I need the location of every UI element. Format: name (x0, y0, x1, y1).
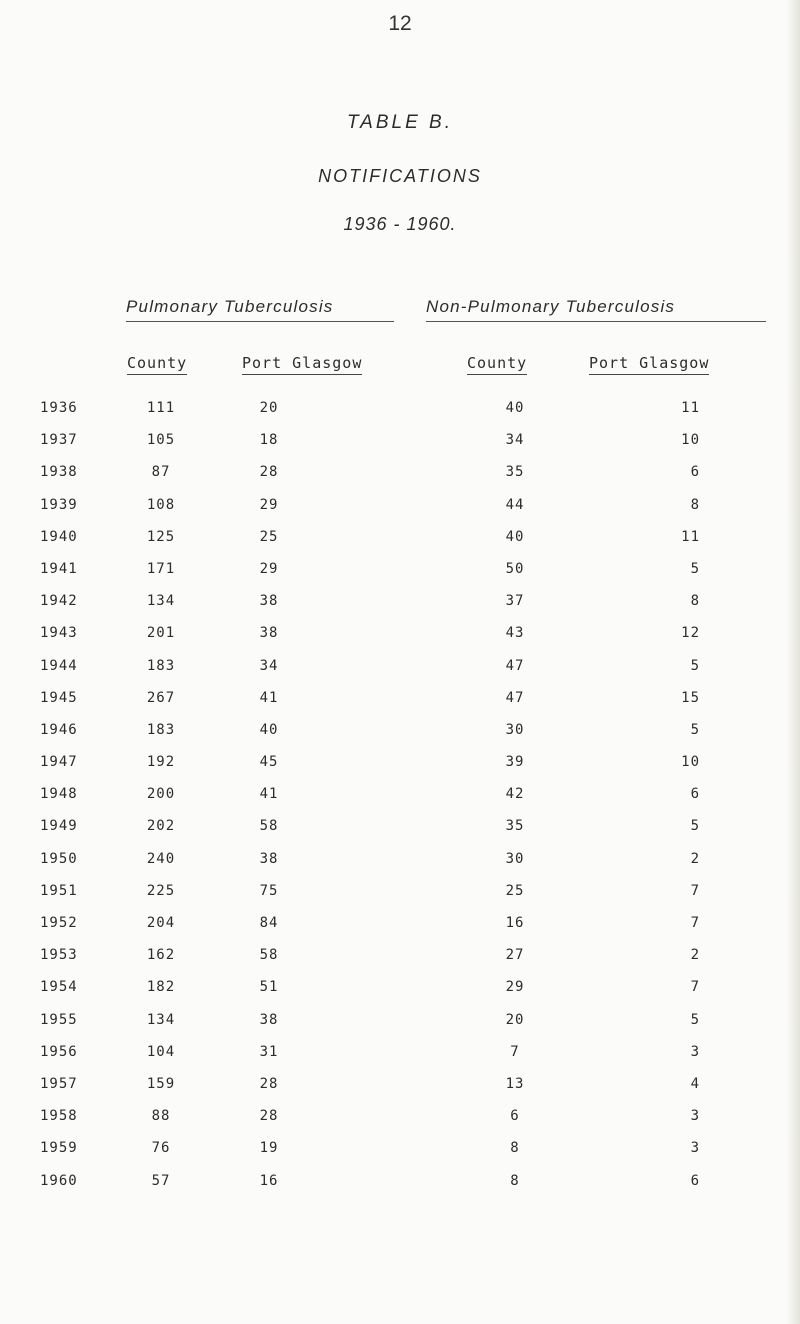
table-row (0, 400, 800, 432)
non-pulmonary-county-cell: 8 (510, 1140, 520, 1157)
table-row (0, 561, 800, 593)
pulmonary-port-glasgow-cell: 38 (259, 850, 279, 867)
non-pulmonary-county-heading: County (467, 354, 527, 375)
non-pulmonary-port-glasgow-cell: 3 (690, 1140, 700, 1157)
pulmonary-port-glasgow-cell: 75 (259, 882, 279, 899)
pulmonary-county-cell: 200 (146, 786, 176, 803)
non-pulmonary-port-glasgow-cell: 7 (690, 882, 700, 899)
non-pulmonary-port-glasgow-cell: 2 (690, 850, 700, 867)
pulmonary-port-glasgow-cell: 51 (259, 979, 279, 996)
pulmonary-group-heading: Pulmonary Tuberculosis (126, 297, 394, 322)
non-pulmonary-county-cell: 13 (505, 1075, 525, 1092)
year-cell: 1951 (40, 882, 78, 899)
pulmonary-port-glasgow-cell: 28 (259, 1075, 279, 1092)
pulmonary-port-glasgow-heading: Port Glasgow (242, 354, 362, 375)
pulmonary-county-cell: 134 (146, 593, 176, 610)
pulmonary-county-cell: 76 (151, 1140, 171, 1157)
table-row (0, 625, 800, 657)
pulmonary-county-cell: 88 (151, 1108, 171, 1125)
table-row (0, 915, 800, 947)
table-row (0, 529, 800, 561)
non-pulmonary-port-glasgow-cell: 5 (690, 560, 700, 577)
table-row (0, 1012, 800, 1044)
pulmonary-port-glasgow-cell: 28 (259, 1108, 279, 1125)
pulmonary-port-glasgow-cell: 16 (259, 1172, 279, 1189)
pulmonary-county-cell: 171 (146, 560, 176, 577)
non-pulmonary-port-glasgow-cell: 12 (681, 625, 700, 642)
non-pulmonary-port-glasgow-cell: 15 (681, 689, 700, 706)
table-row (0, 851, 800, 883)
non-pulmonary-county-cell: 34 (505, 432, 525, 449)
year-cell: 1945 (40, 689, 78, 706)
pulmonary-port-glasgow-cell: 58 (259, 818, 279, 835)
non-pulmonary-port-glasgow-cell: 6 (690, 464, 700, 481)
year-cell: 1948 (40, 786, 78, 803)
pulmonary-port-glasgow-cell: 31 (259, 1043, 279, 1060)
year-cell: 1954 (40, 979, 78, 996)
non-pulmonary-county-cell: 35 (505, 818, 525, 835)
table-row (0, 979, 800, 1011)
year-cell: 1955 (40, 1011, 78, 1028)
non-pulmonary-county-cell: 35 (505, 464, 525, 481)
pulmonary-county-cell: 87 (151, 464, 171, 481)
pulmonary-port-glasgow-cell: 25 (259, 528, 279, 545)
pulmonary-county-cell: 240 (146, 850, 176, 867)
non-pulmonary-port-glasgow-cell: 10 (681, 754, 700, 771)
non-pulmonary-group-heading: Non-Pulmonary Tuberculosis (426, 297, 766, 322)
non-pulmonary-county-cell: 47 (505, 657, 525, 674)
year-cell: 1949 (40, 818, 78, 835)
year-cell: 1956 (40, 1043, 78, 1060)
non-pulmonary-port-glasgow-cell: 5 (690, 818, 700, 835)
pulmonary-port-glasgow-cell: 84 (259, 915, 279, 931)
pulmonary-county-cell: 183 (146, 721, 176, 738)
pulmonary-port-glasgow-cell: 34 (259, 657, 279, 674)
table-row (0, 593, 800, 625)
year-cell: 1936 (40, 400, 78, 416)
table-title: TABLE B. (346, 112, 453, 133)
table-row (0, 497, 800, 529)
table-row (0, 947, 800, 979)
table-row (0, 786, 800, 818)
pulmonary-county-cell: 108 (146, 496, 176, 513)
year-cell: 1938 (40, 464, 78, 481)
non-pulmonary-county-cell: 30 (505, 850, 525, 867)
pulmonary-port-glasgow-cell: 20 (259, 400, 279, 416)
non-pulmonary-port-glasgow-heading: Port Glasgow (589, 354, 709, 375)
non-pulmonary-port-glasgow-cell: 4 (690, 1075, 700, 1092)
pulmonary-county-cell: 57 (151, 1172, 171, 1189)
non-pulmonary-port-glasgow-cell: 6 (690, 786, 700, 803)
pulmonary-county-cell: 182 (146, 979, 176, 996)
pulmonary-port-glasgow-cell: 40 (259, 721, 279, 738)
year-cell: 1943 (40, 625, 78, 642)
pulmonary-county-cell: 201 (146, 625, 176, 642)
pulmonary-county-cell: 192 (146, 754, 176, 771)
year-cell: 1958 (40, 1108, 78, 1125)
year-cell: 1957 (40, 1075, 78, 1092)
table-subtitle: NOTIFICATIONS (318, 166, 482, 186)
notifications-table-body (0, 400, 800, 1205)
pulmonary-county-cell: 162 (146, 947, 176, 964)
non-pulmonary-port-glasgow-cell: 10 (681, 432, 700, 449)
year-cell: 1939 (40, 496, 78, 513)
pulmonary-port-glasgow-cell: 38 (259, 625, 279, 642)
pulmonary-county-cell: 202 (146, 818, 176, 835)
non-pulmonary-port-glasgow-cell: 3 (690, 1108, 700, 1125)
non-pulmonary-county-cell: 16 (505, 915, 525, 931)
year-cell: 1946 (40, 721, 78, 738)
non-pulmonary-county-cell: 20 (505, 1011, 525, 1028)
pulmonary-county-cell: 225 (146, 882, 176, 899)
pulmonary-port-glasgow-cell: 38 (259, 593, 279, 610)
non-pulmonary-county-cell: 40 (505, 400, 525, 416)
year-cell: 1937 (40, 432, 78, 449)
pulmonary-county-cell: 204 (146, 915, 176, 931)
non-pulmonary-county-cell: 50 (505, 560, 525, 577)
pulmonary-port-glasgow-cell: 41 (259, 786, 279, 803)
table-row (0, 1044, 800, 1076)
non-pulmonary-county-cell: 30 (505, 721, 525, 738)
pulmonary-county-cell: 267 (146, 689, 176, 706)
year-cell: 1944 (40, 657, 78, 674)
non-pulmonary-county-cell: 7 (510, 1043, 520, 1060)
non-pulmonary-port-glasgow-cell: 6 (690, 1172, 700, 1189)
pulmonary-port-glasgow-cell: 45 (259, 754, 279, 771)
table-row (0, 464, 800, 496)
year-cell: 1959 (40, 1140, 78, 1157)
non-pulmonary-port-glasgow-cell: 7 (690, 915, 700, 931)
year-cell: 1952 (40, 915, 78, 931)
table-period: 1936 - 1960. (343, 214, 457, 234)
non-pulmonary-county-cell: 8 (510, 1172, 520, 1189)
non-pulmonary-port-glasgow-cell: 5 (690, 657, 700, 674)
non-pulmonary-county-cell: 44 (505, 496, 525, 513)
year-cell: 1953 (40, 947, 78, 964)
pulmonary-port-glasgow-cell: 29 (259, 560, 279, 577)
pulmonary-port-glasgow-cell: 29 (259, 496, 279, 513)
table-row (0, 883, 800, 915)
table-row (0, 690, 800, 722)
pulmonary-port-glasgow-cell: 18 (259, 432, 279, 449)
pulmonary-county-cell: 159 (146, 1075, 176, 1092)
non-pulmonary-county-cell: 42 (505, 786, 525, 803)
year-cell: 1942 (40, 593, 78, 610)
non-pulmonary-port-glasgow-cell: 8 (690, 496, 700, 513)
non-pulmonary-county-cell: 39 (505, 754, 525, 771)
table-row (0, 722, 800, 754)
non-pulmonary-county-cell: 40 (505, 528, 525, 545)
pulmonary-county-cell: 183 (146, 657, 176, 674)
table-row (0, 1108, 800, 1140)
pulmonary-county-cell: 105 (146, 432, 176, 449)
pulmonary-county-cell: 125 (146, 528, 176, 545)
non-pulmonary-port-glasgow-cell: 5 (690, 721, 700, 738)
year-cell: 1960 (40, 1172, 78, 1189)
table-row (0, 754, 800, 786)
pulmonary-port-glasgow-cell: 19 (259, 1140, 279, 1157)
non-pulmonary-county-cell: 43 (505, 625, 525, 642)
pulmonary-port-glasgow-cell: 28 (259, 464, 279, 481)
pulmonary-port-glasgow-cell: 38 (259, 1011, 279, 1028)
table-row (0, 1076, 800, 1108)
year-cell: 1941 (40, 560, 78, 577)
pulmonary-county-cell: 134 (146, 1011, 176, 1028)
non-pulmonary-port-glasgow-cell: 7 (690, 979, 700, 996)
table-row (0, 1140, 800, 1172)
page-number: 12 (388, 12, 412, 35)
table-row (0, 1173, 800, 1205)
non-pulmonary-county-cell: 27 (505, 947, 525, 964)
table-row (0, 658, 800, 690)
table-row (0, 818, 800, 850)
table-row (0, 432, 800, 464)
pulmonary-county-cell: 104 (146, 1043, 176, 1060)
pulmonary-county-cell: 111 (146, 400, 176, 416)
non-pulmonary-county-cell: 25 (505, 882, 525, 899)
non-pulmonary-county-cell: 29 (505, 979, 525, 996)
non-pulmonary-county-cell: 37 (505, 593, 525, 610)
year-cell: 1950 (40, 850, 78, 867)
non-pulmonary-port-glasgow-cell: 5 (690, 1011, 700, 1028)
non-pulmonary-county-cell: 6 (510, 1108, 520, 1125)
year-cell: 1947 (40, 754, 78, 771)
non-pulmonary-port-glasgow-cell: 11 (681, 400, 700, 416)
non-pulmonary-port-glasgow-cell: 3 (690, 1043, 700, 1060)
pulmonary-port-glasgow-cell: 41 (259, 689, 279, 706)
non-pulmonary-county-cell: 47 (505, 689, 525, 706)
year-cell: 1940 (40, 528, 78, 545)
non-pulmonary-port-glasgow-cell: 8 (690, 593, 700, 610)
non-pulmonary-port-glasgow-cell: 11 (681, 528, 700, 545)
pulmonary-county-heading: County (127, 354, 187, 375)
non-pulmonary-port-glasgow-cell: 2 (690, 947, 700, 964)
pulmonary-port-glasgow-cell: 58 (259, 947, 279, 964)
